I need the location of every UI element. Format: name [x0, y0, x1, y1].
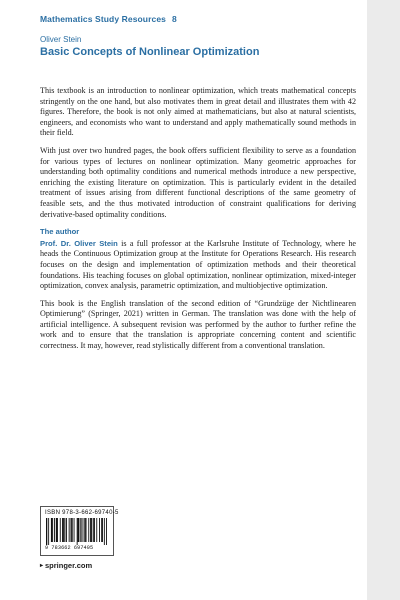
barcode-icon: [45, 518, 109, 545]
book-title: Basic Concepts of Nonlinear Optimization: [40, 46, 260, 58]
author-name: Oliver Stein: [40, 35, 82, 44]
barcode-box: [40, 506, 119, 556]
publisher-link[interactable]: [40, 561, 92, 570]
isbn-label: ISBN 978-3-662-69740-5: [45, 510, 119, 516]
barcode-digits: 9 783662 697405: [45, 545, 94, 551]
series-name: Mathematics Study Resources: [40, 14, 166, 24]
blurb-paragraph-1: This textbook is an introduction to nonlinear optimization, which treats mathematical concepts stringently on the one hand, but also motivates them in great detail and illustrates them with 42 figures. Therefore, the book is not only aimed at mathematicians, but also at natural scientists, engineers, and economists who want to understand and apply mathematically sound methods in their field.: [40, 86, 356, 138]
spine-strip: [367, 0, 400, 600]
series-line: [40, 14, 360, 24]
blurb-paragraph-2: With just over two hundred pages, the book offers sufficient flexibility to serve as a foundation for various types of lectures on nonlinear optimization. Many geometric approaches for understanding both optimality conditions and numerical methods introduce a new perspective, enriching the existing literature on optimization. This is particularly evident in the detailed treatment of issues arising from different functional descriptions of the same geometry of feasible sets, and the thus motivated introduction of constraint qualifications for deriving derivative-based optimality conditions.: [40, 145, 356, 219]
author-bio: [40, 239, 356, 292]
cover-header: [40, 14, 360, 58]
blurb-paragraph-3: This book is the English translation of the second edition of “Grundzüge der Nichtlinearen Optimierung” (Springer, 2021) written in German. The translation was done with the help of artificial intelligence. A subsequent revision was performed by the author to further refine the work and to ensure that the translation is appropriate concerning content and scientific correctness. It may, however, read stylistically different from a conventional translation.: [40, 298, 356, 351]
author-heading: The author: [40, 227, 80, 237]
author-bio-name: Prof. Dr. Oliver Stein: [40, 238, 118, 248]
series-number: 8: [172, 14, 177, 24]
author-bio-text: is a full professor at the Karlsruhe Institute of Technology, where he heads the Continuous Optimization group at the Institute for Operations Research. His research focuses on the design and implementation of optimization methods and their theoretical foundations. His teaching focuses on global optimization, nonlinear optimization, mixed-integer optimization, convex analysis, parametric optimization, and multiobjective optimization.: [40, 238, 356, 291]
blurb-text: [40, 86, 356, 359]
arrow-right-icon: ▸: [40, 563, 44, 569]
publisher-url: springer.com: [45, 561, 93, 570]
